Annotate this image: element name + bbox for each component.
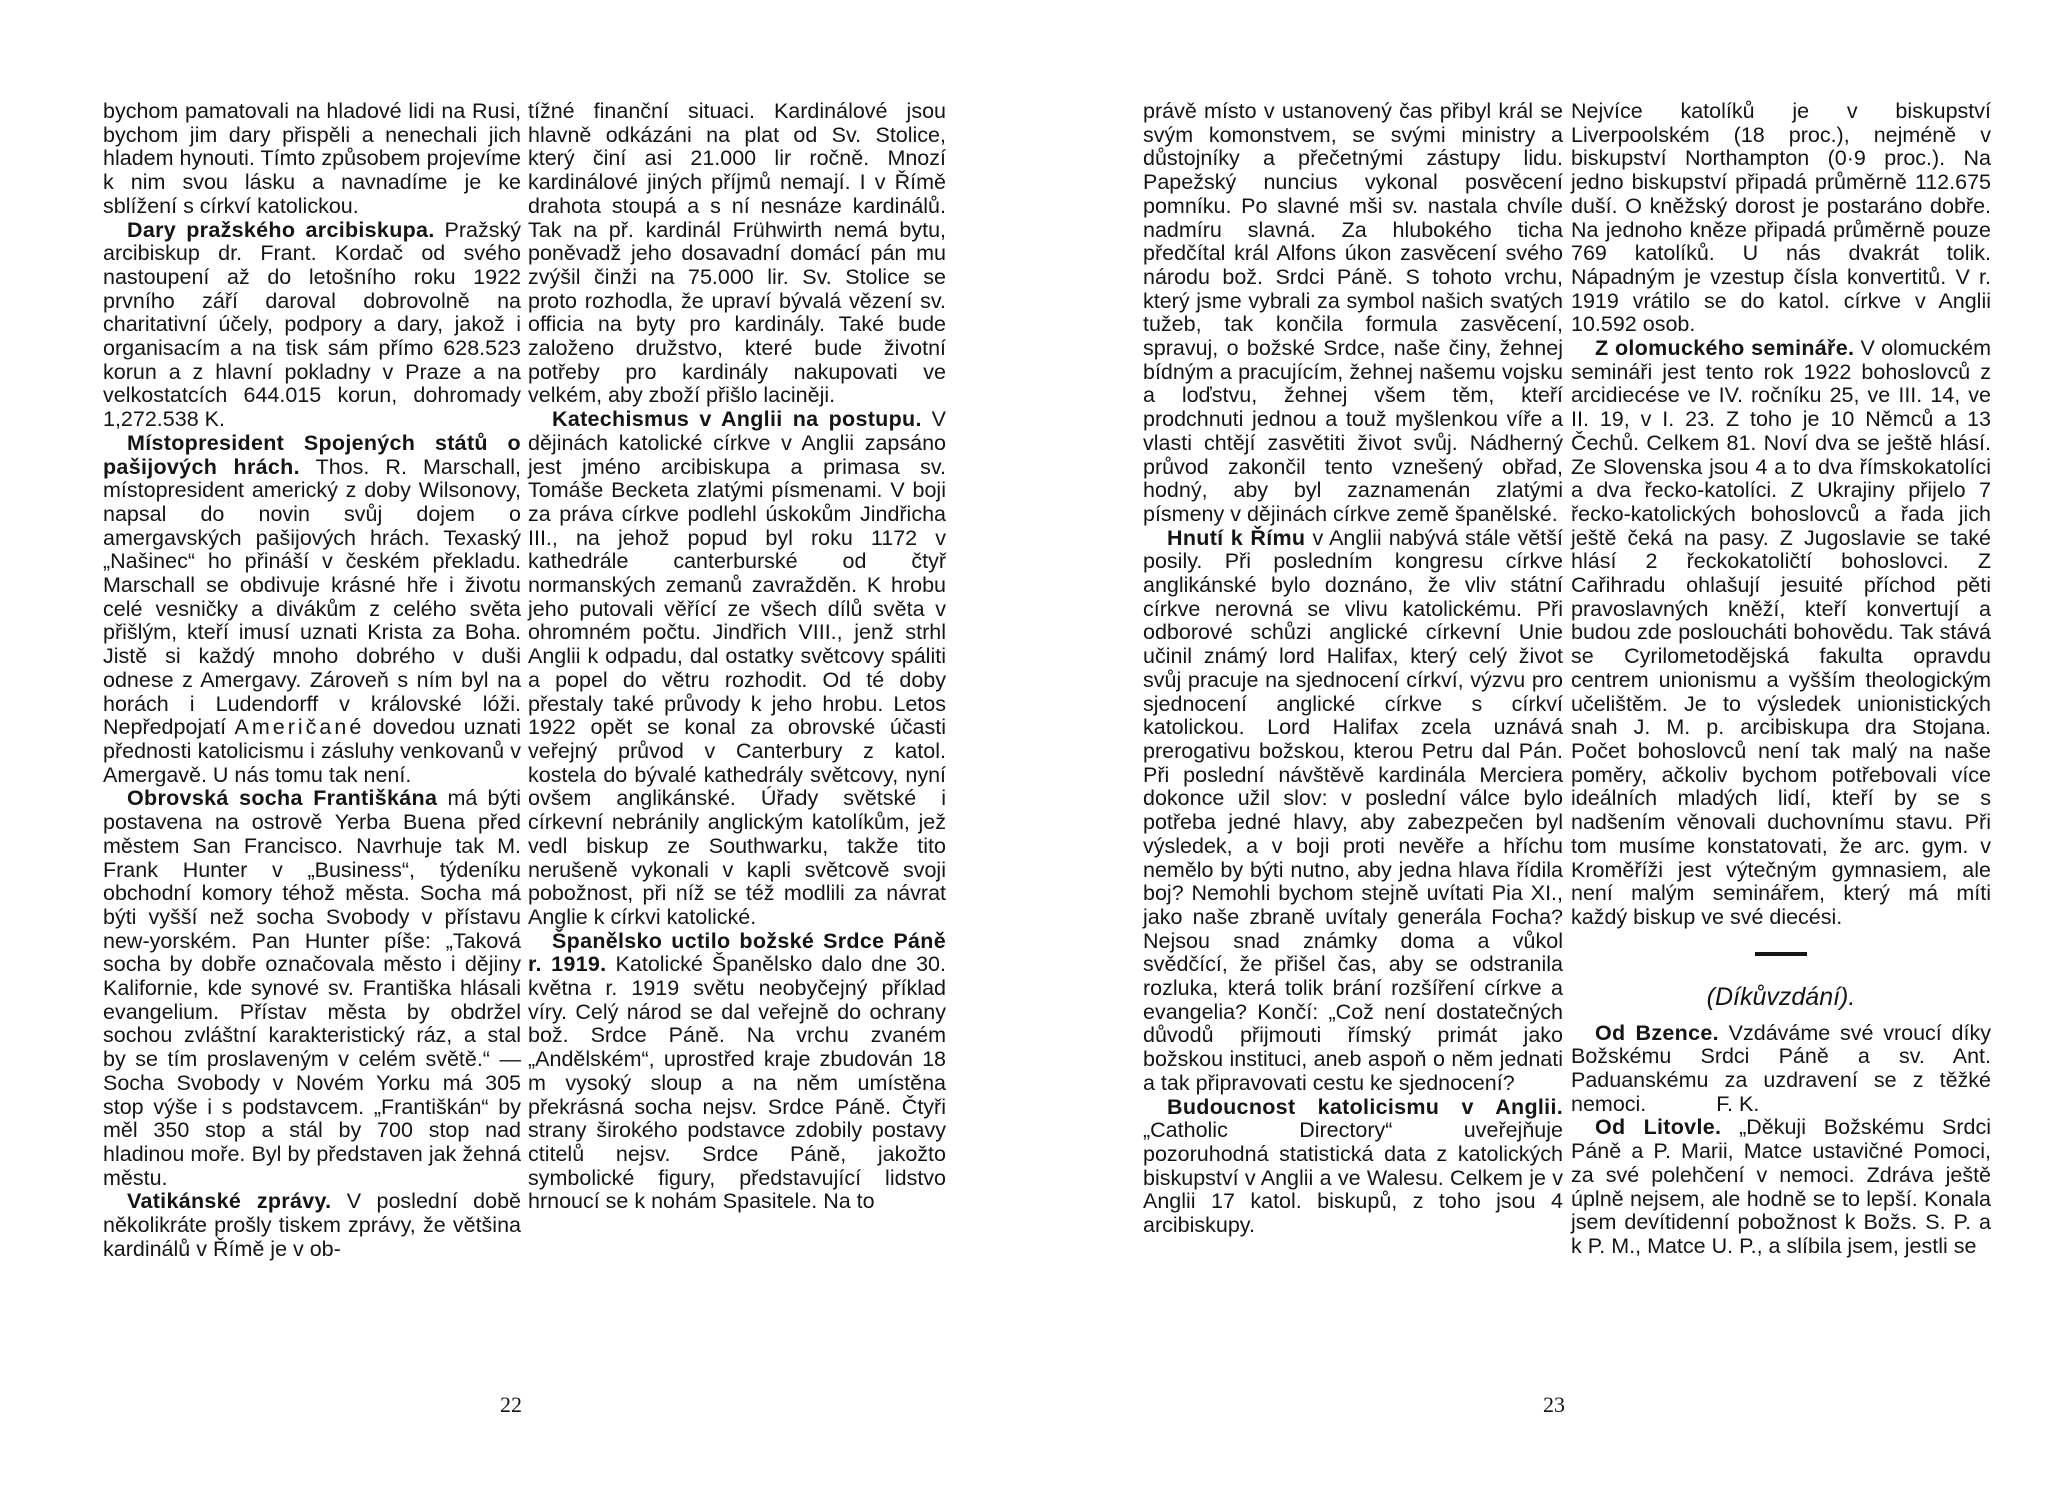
left-column-2: [528, 100, 946, 1214]
heading: Budoucnost katolicismu v Anglii.: [1167, 1094, 1563, 1119]
heading: Vatikánské zprávy.: [127, 1189, 332, 1214]
heading: Obrovská socha Františkána: [127, 786, 438, 811]
paragraph: právě místo v ustanovený čas přibyl král se svým komonstvem, se svými ministry a důstojníky a přečetnými zástupy lidu. Papežský nuncius vykonal posvěcení pomníku. Po slavné mši sv. nastala chvíle nadmíru slavná. Za hlubokého ticha předčítal král Alfons úkon zasvěcení svého národu bož. Srdci Páně. S tohoto vrchu, který jsme vybrali za symbol našich svatých tužeb, tak končila formula zasvěcení, spravuj, o božské Srdce, naše činy, žehnej bídným a pracujícím, žehnej našemu vojsku a loďstvu, žehnej všem těm, kteří prodchnuti jednou a touž myšlenkou víře a vlasti chtějí zasvětiti život svůj. Nádherný průvod zakončil tento vznešený obřad, hodný, aby byl zaznamenán zlatými písmeny v dějinách církve země španělské.: [1143, 99, 1563, 526]
heading: Od Litovle.: [1595, 1115, 1722, 1140]
right-column-2: [1571, 100, 1991, 1259]
section-title: (Díkůvzdání).: [1706, 982, 1856, 1011]
paragraph: bychom pamatovali na hladové lidi na Rusi, bychom jim dary přispěli a nenechali jich hladem hynouti. Tímto způsobem projevíme k nim svou lásku a navnadíme je ke sblížení s církví katolickou.: [103, 99, 521, 218]
signature: F. K.: [1716, 1091, 1760, 1116]
left-column-1: [103, 100, 521, 1261]
paragraph: Katechismus v Anglii na postupu. V dějinách katolické církve v Anglii zapsáno jest jméno arcibiskupa a primasa sv. Tomáše Becketa zlatými písmenami. V boji za práva církve podlehl úskokům Jindřicha III., na jehož popud byl roku 1172 v kathedrále canterburské od čtyř normanských zemanů zavražděn. K hrobu jeho putovali věřící ze všech dílů světa v ohromném počtu. Jindřich VIII., jenž strhl Anglii k odpadu, dal ostatky světcovy spáliti a popel do větru rozhodit. Od té doby přestaly také průvody k jeho hrobu. Letos 1922 opět se konal za obrovské účasti veřejný průvod v Canterbury z katol. kostela do bývalé kathedrály světcovy, nyní ovšem anglikánské. Úřady světské i církevní nebránily anglickým katolíkům, jež vedl biskup ze Southwarku, takže tito nerušeně vykonali v kapli světcově svoji pobožnost, při níž se též modlili za návrat Anglie k církvi katolické.: [528, 407, 946, 929]
paragraph: Vatikánské zprávy. V poslední době několikráte prošly tiskem zprávy, že většina kardinálů v Římě je v ob-: [103, 1189, 521, 1261]
paragraph: Od Litovle. „Děkuji Božskému Srdci Páně a P. Marii, Matce ustavičné Pomoci, za své polehčení v nemoci. Zdráva ještě úplně nejsem, ale hodně se to lepší. Konala jsem devítidenní pobožnost k Božs. S. P. a k P. M., Matce U. P., a slíbila jsem, jestli se: [1571, 1115, 1991, 1258]
heading: Od Bzence.: [1595, 1020, 1719, 1045]
section-divider: [1755, 952, 1807, 956]
paragraph: Španělsko uctilo božské Srdce Páně r. 1919. Katolické Španělsko dalo dne 30. května r. 1919 světu neobyčejný příklad víry. Celý národ se dal veřejně do ochrany bož. Srdce Páně. Na vrchu zvaném „Andělském“, uprostřed kraje zbudován 18 m vysoký sloup a na něm umístěna překrásná socha nejsv. Srdce Páně. Čtyři strany širokého podstavce zdobily postavy ctitelů nejsv. Srdce Páně, jakožto symbolické figury, představující lidstvo hrnoucí se k nohám Spasitele. Na to: [528, 928, 946, 1214]
page-number: 22: [500, 1392, 522, 1417]
right-page: [1023, 0, 2046, 1500]
paragraph: Nejvíce katolíků je v biskupství Liverpoolském (18 proc.), nejméně v biskupství Northampton (0·9 proc.). Na jedno biskupství připadá průměrně 112.675 duší. O kněžský dorost je postaráno dobře. Na jednoho kněze připadá průměrně pouze 769 katolíků. U nás dvakrát tolik. Nápadným je vzestup čísla konvertitů. V r. 1919 vrátilo se do katol. církve v Anglii 10.592 osob.: [1571, 99, 1991, 337]
page-number: 23: [1543, 1392, 1565, 1417]
heading: Katechismus v Anglii na postupu.: [552, 407, 922, 432]
right-column-1: [1143, 100, 1563, 1238]
paragraph: tížné finanční situaci. Kardinálové jsou hlavně odkázáni na plat od Sv. Stolice, který činí asi 21.000 lir ročně. Mnozí kardinálové jiných příjmů nemají. I v Římě drahota stoupá a s ní nesnáze kardinálů. Tak na př. kardinál Frühwirth nemá bytu, poněvadž jeho dosavadní domácí pán mu zvýšil činži na 75.000 lir. Sv. Stolice se proto rozhodla, že upraví bývalá vězení sv. officia na byty pro kardinály. Také bude založeno družstvo, které bude životní potřeby pro kardinály nakupovati ve velkém, aby zboží přišlo laciněji.: [528, 99, 946, 408]
heading: Hnutí k Římu: [1167, 525, 1306, 550]
paragraph: Budoucnost katolicismu v Anglii. „Catholic Directory“ uveřejňuje pozoruhodná statistická data z katolických biskupství v Anglii a ve Walesu. Celkem je v Anglii 17 katol. biskupů, z toho jsou 4 arcibiskupy.: [1143, 1094, 1563, 1238]
heading: Místopresident Spojených států o pašijových hrách.: [103, 430, 521, 479]
paragraph: Hnutí k Římu v Anglii nabývá stále větší posily. Při posledním kongresu církve anglikánské bylo doznáno, že vliv státní církve nerovná se vlivu katolickému. Při odborové schůzi anglické církevní Unie učinil známý lord Halifax, který celý život svůj pracuje na sjednocení církví, výzvu pro sjednocení anglické církve s církví katolickou. Lord Halifax zcela uznává prerogativu božskou, kterou Petru dal Pán. Při poslední návštěvě kardinála Merciera dokonce užil slov: v poslední válce bylo potřeba jedné hlavy, aby zabezpečen byl výsledek, a v boji proti nevěře a hříchu nemělo by býti nutno, aby jedna hlava řídila boj? Nemohli bychom stejně uvítati Pia XI., jako naše zbraně uvítaly generála Focha? Nejsou snad známky doma a vůkol svědčící, že přišel čas, aby se odstranila rozluka, která tolik brání rozšíření církve a evangelia? Končí: „Což není dostatečných důvodů přijmouti římský primát jako božskou instituci, aneb aspoň o něm jednati a tak připravovati cestu ke sjednocení?: [1143, 525, 1563, 1095]
paragraph: Místopresident Spojených států o pašijových hrách. Thos. R. Marschall, místopresident americký z doby Wilsonovy, napsal do novin svůj dojem o amergavských pašijových hrách. Texaský „Našinec“ ho přináší v českém překladu. Marschall se obdivuje krásné hře i životu celé vesničky a divákům z celého světa přišlým, kteří imusí uznati Krista za Boha. Jistě si každý mnoho dobrého v duši odnese z Amergavy. Zároveň s ním byl na horách i Ludendorff v královské lóži. Nepředpojatí Američané dovedou uznati přednosti katolicismu i zásluhy venkovanů v Amergavě. U nás tomu tak není.: [103, 430, 521, 787]
heading: Španělsko uctilo božské Srdce Páně r. 1919.: [528, 928, 946, 977]
paragraph: Dary pražského arcibiskupa. Pražský arcibiskup dr. Frant. Kordač od svého nastoupení až do letošního roku 1922 prvního září daroval dobrovolně na charitativní účely, podpory a dary, jakož i organisacím a na tisk sám přímo 628.523 korun a z hlavní pokladny v Praze a na velkostatcích 644.015 korun, dohromady 1,272.538 K.: [103, 217, 521, 432]
paragraph: Od Bzence. Vzdáváme své vroucí díky Božskému Srdci Páně a sv. Ant. Paduanskému za uzdravení se z těžké nemoci. F. K.: [1571, 1020, 1991, 1116]
paragraph: Z olomuckého semináře. V olomuckém semináři jest tento rok 1922 bohoslovců z arcidiecése ve IV. ročníku 25, ve III. 14, ve II. 19, v I. 23. Z toho je 10 Němců a 13 Čechů. Celkem 81. Noví dva se ještě hlásí. Ze Slovenska jsou 4 a to dva římskokatolíci a dva řecko-katolíci. Z Ukrajiny přijelo 7 řecko-katolických bohoslovců a řada jich ještě čeká na pasy. Z Jugoslavie se také hlásí 2 řeckokatoličtí bohoslovci. Z Cařihradu ohlašují jesuité příchod pěti pravoslavných kněží, kteří konvertují a budou zde posloucháti bohovědu. Tak stává se Cyrilometodějská fakulta opravdu centrem unionismu a vyšším theologickým učelištěm. Je to výsledek unionistických snah J. M. p. arcibiskupa dra Stojana. Počet bohoslovců není tak malý na naše poměry, ačkoliv bychom potřebovali více ideálních mladých lidí, kteří by se s nadšením věnovali duchovnímu stavu. Při tom musíme konstatovati, že arc. gym. v Kroměříži jest výtečným gymnasiem, ale není malým seminářem, který má míti každý biskup ve své diecési.: [1571, 336, 1992, 929]
heading: Dary pražského arcibiskupa.: [127, 217, 435, 242]
paragraph: Obrovská socha Františkána má býti postavena na ostrově Yerba Buena před městem San Francisco. Navrhuje tak M. Frank Hunter v „Business“, týdeníku obchodní komory téhož města. Socha má býti vyšší než socha Svobody v přístavu new-yorském. Pan Hunter píše: „Taková socha by dobře označovala město i dějiny Kalifornie, kde synové sv. Františka hlásali evangelium. Přístav města by obdržel sochou zvláštní karakteristický ráz, a stal by se tím proslaveným v celém světě.“ — Socha Svobody v Novém Yorku má 305 stop výše i s podstavcem. „Františkán“ by měl 350 stop a stál by 700 stop nad hladinou moře. Byl by představen jak žehná městu.: [103, 786, 521, 1190]
heading: Z olomuckého semináře.: [1595, 336, 1855, 361]
